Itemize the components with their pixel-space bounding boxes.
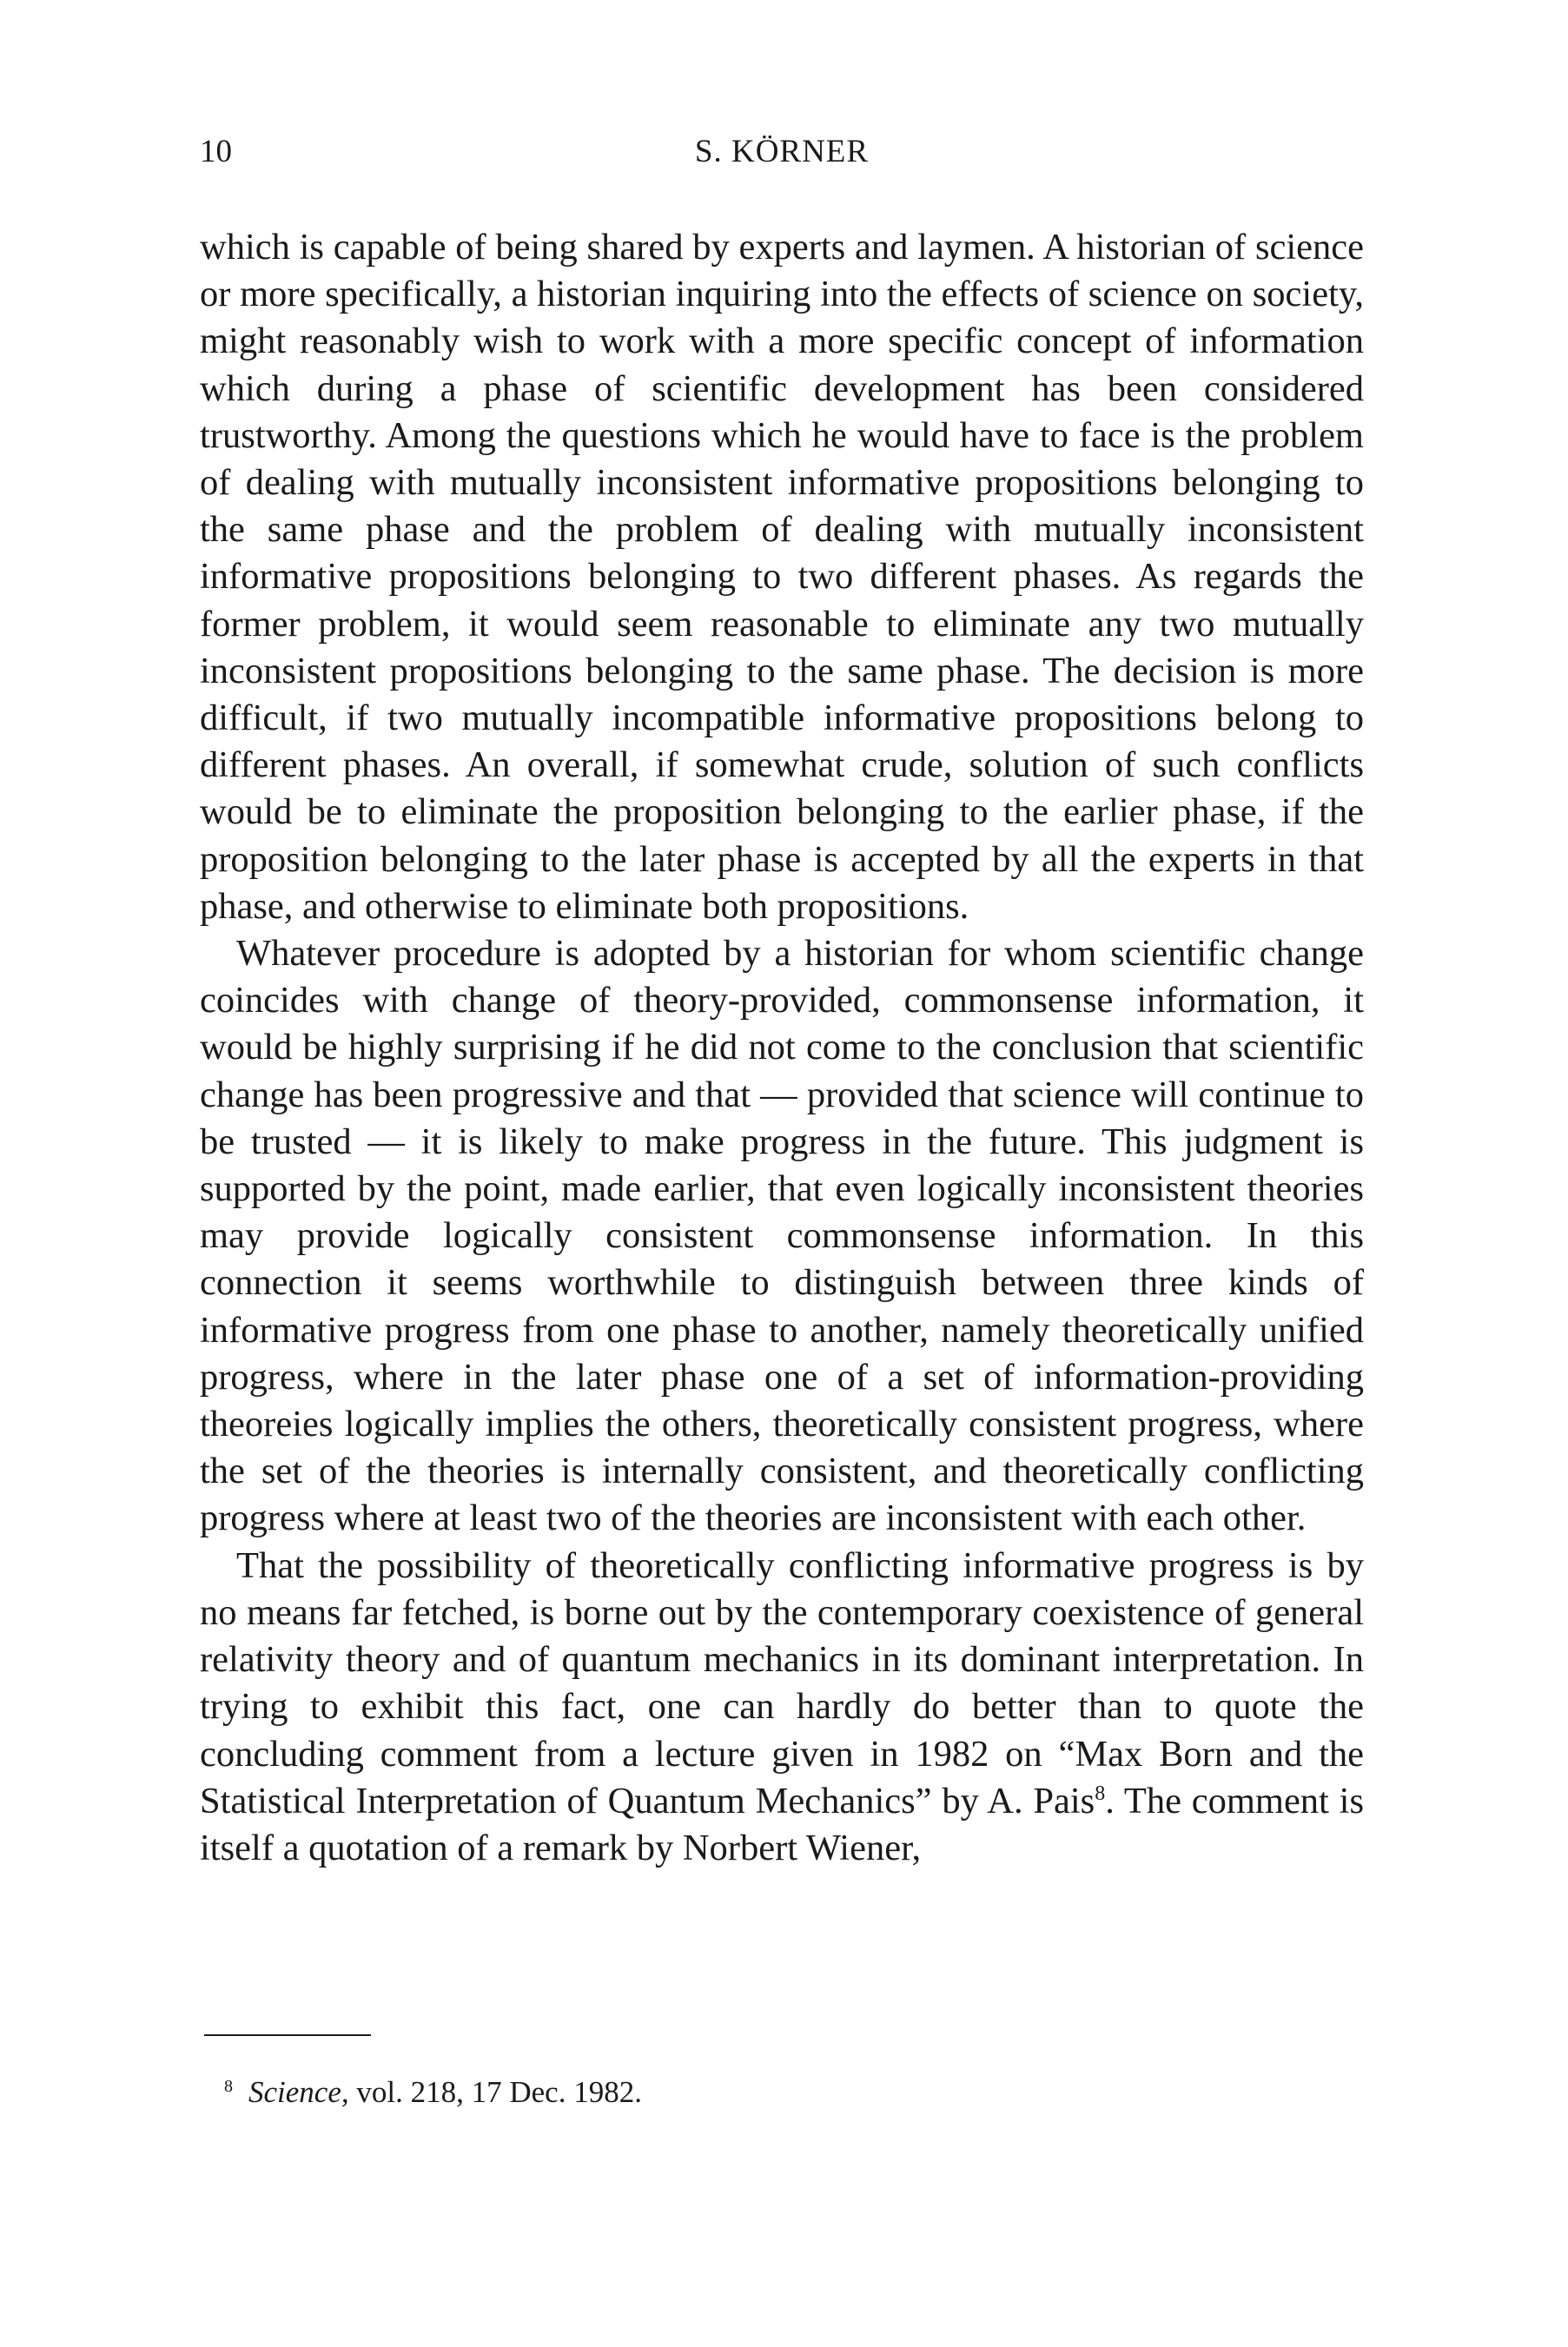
running-title: S. KÖRNER (694, 134, 870, 169)
page-number: 10 (200, 134, 232, 169)
paragraph-1: which is capable of being shared by experts and laymen. A historian of science or more specifically, a historian inquiring into the effects of science on society, might reasonably wish to work with a more specific concept of information which during a phase of scientific development has been considered trustworthy. Among the questions which he would have to face is the problem of dealing with mutually inconsistent informative propositions belonging to the same phase and the problem of dealing with mutually inconsistent informative propositions belonging to two different phases. As regards the former problem, it would seem reasonable to eliminate any two mutually inconsistent propositions belonging to the same phase. The decision is more difficult, if two mutually incompatible informative propositions belong to different phases. An overall, if somewhat crude, solution of such conflicts would be to eliminate the proposition belonging to the earlier phase, if the proposition belonging to the later phase is accepted by all the experts in that phase, and otherwise to eliminate both propositions. (200, 227, 1364, 927)
body-text (200, 224, 1364, 1872)
paragraph-3-continuation: . The comment is itself a quotation of a remark by Norbert Wiener, (200, 1780, 1364, 1868)
paragraph-3 (200, 1543, 1364, 1872)
footnote-divider (204, 2034, 371, 2036)
paragraph-2: Whatever procedure is adopted by a historian for whom scientific change coincides with change of theory-provided, commonsense information, it would be highly surprising if he did not come to the conclusion that scientific change has been progressive and that — provided that science will continue to be trusted — it is likely to make progress in the future. This judgment is supported by the point, made earlier, that even logically inconsistent theories may provide logically consistent commonsense information. In this connection it seems worthwhile to distinguish between three kinds of informative progress from one phase to another, namely theoretically unified progress, where in the later phase one of a set of information-providing theoreies logically implies the others, theoretically consistent progress, where the set of the theories is internally consistent, and theoretically conflicting progress where at least two of the theories are inconsistent with each other. (200, 933, 1364, 1539)
footnote-source: Science, (248, 2075, 349, 2109)
footnote-mark: 8 (224, 2077, 233, 2096)
footnote (224, 2067, 1353, 2112)
footnote-details: vol. 218, 17 Dec. 1982. (356, 2075, 642, 2109)
paragraph-3-text: That the possibility of theoretically conflicting informative progress is by no means far fetched, is borne out by the contemporary coexistence of general relativity theory and of quantum mechanics in its dominant interpretation. In trying to exhibit this fact, one can hardly do better than to quote the concluding comment from a lecture given in 1982 on “Max Born and the Statistical Interpretation of Quantum Mechanics” by A. Pais (200, 1544, 1364, 1821)
running-head (200, 130, 1364, 174)
footnote-reference[interactable]: 8 (1095, 1782, 1106, 1805)
